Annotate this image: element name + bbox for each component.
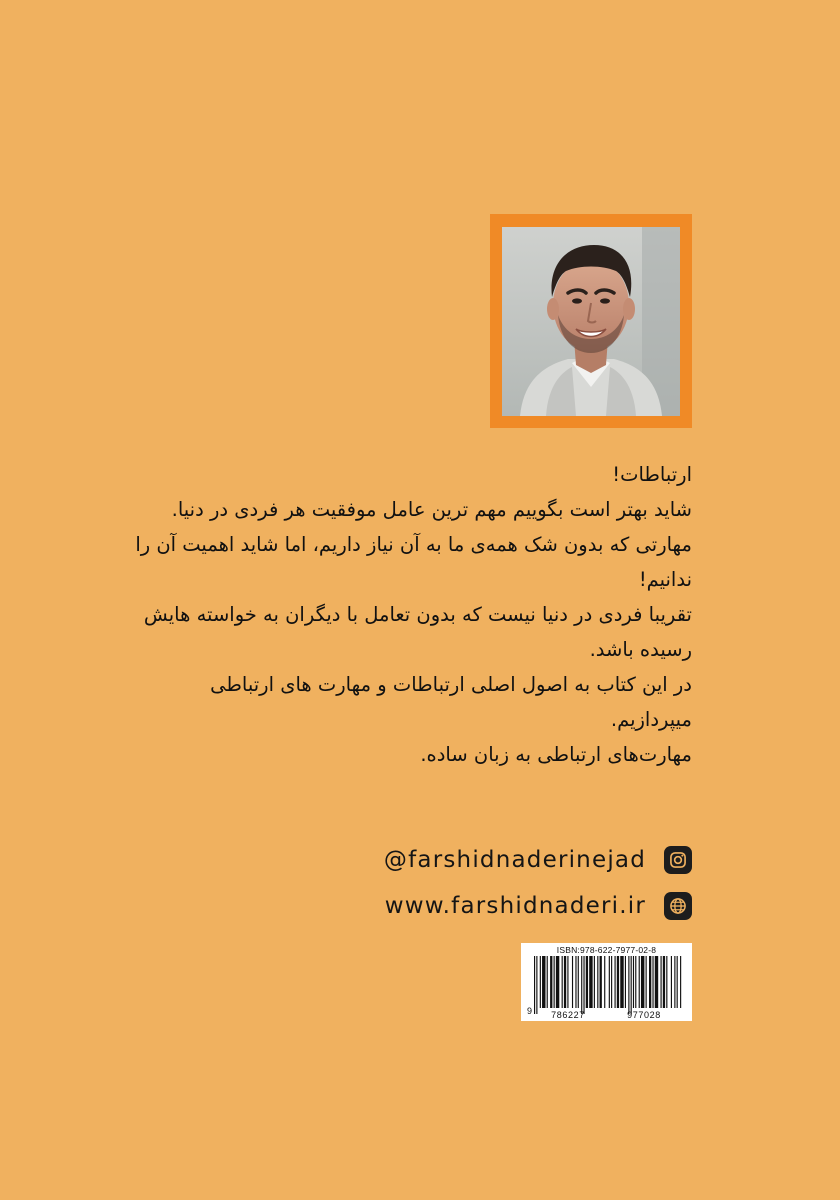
description-paragraph: تقریبا فردی در دنیا نیست که بدون تعامل با دیگران به خواسته هایش رسیده باشد. — [143, 603, 692, 661]
barcode-bar — [652, 956, 653, 1008]
barcode-bar — [628, 956, 629, 1014]
description-paragraph: مهارت‌های ارتباطی به زبان ساده. — [420, 743, 692, 766]
barcode-bar — [611, 956, 612, 1008]
globe-icon — [664, 892, 692, 920]
barcode-bar — [594, 956, 595, 1008]
barcode-bar — [646, 956, 647, 1008]
barcode-bar — [625, 956, 626, 1008]
instagram-icon — [664, 846, 692, 874]
isbn-barcode — [521, 943, 692, 1021]
barcode-bar — [597, 956, 598, 1008]
barcode-bar — [540, 956, 541, 1008]
barcode-bar — [620, 956, 623, 1008]
barcode-bar — [572, 956, 573, 1008]
barcode-bar — [641, 956, 644, 1008]
author-photo-frame — [490, 214, 692, 428]
barcode-bar — [564, 956, 566, 1008]
barcode-bar — [536, 956, 537, 1014]
barcode-bar — [567, 956, 568, 1008]
description-paragraph: در این کتاب به اصول اصلی ارتباطات و مهارت های ارتباطی میپردازیم. — [210, 673, 692, 731]
barcode-bar — [677, 956, 678, 1008]
barcode-left-digits: 786227 — [551, 1010, 585, 1019]
barcode-bar — [633, 956, 634, 1008]
barcode-bar — [663, 956, 665, 1008]
barcode-lead-digit: 9 — [527, 1006, 533, 1016]
barcode-bar — [680, 956, 681, 1008]
instagram-contact[interactable] — [384, 845, 692, 875]
barcode-bar — [674, 956, 675, 1008]
website-contact[interactable] — [385, 891, 692, 921]
barcode-bar — [534, 956, 535, 1014]
barcode-bar — [639, 956, 640, 1008]
barcode-bars — [534, 956, 681, 1014]
barcode-bar — [581, 956, 582, 1014]
barcode-bar — [609, 956, 610, 1008]
barcode-bar — [575, 956, 576, 1008]
description-paragraph: شاید بهتر است بگوییم مهم ترین عامل موفقیت هر فردی در دنیا. — [171, 498, 692, 521]
back-cover-description — [132, 457, 692, 772]
barcode-bar — [589, 956, 592, 1008]
barcode-bar — [547, 956, 548, 1008]
barcode-bar — [562, 956, 563, 1008]
barcode-bar — [600, 956, 602, 1008]
barcode-bar — [556, 956, 559, 1008]
barcode-bar — [635, 956, 636, 1008]
author-portrait-illustration — [502, 227, 680, 416]
isbn-label: ISBN:978-622-7977-02-8 — [556, 945, 657, 955]
barcode-bar — [604, 956, 605, 1008]
barcode-bar — [615, 956, 616, 1008]
barcode-bar — [661, 956, 662, 1008]
barcode-bar — [542, 956, 545, 1008]
barcode-bar — [550, 956, 552, 1008]
barcode-bar — [649, 956, 651, 1008]
barcode-bar — [671, 956, 672, 1008]
barcode-bar — [554, 956, 555, 1008]
instagram-handle[interactable]: @farshidnaderinejad — [383, 847, 646, 873]
barcode-bar — [631, 956, 632, 1014]
barcode-bar — [617, 956, 619, 1008]
barcode-graphic — [526, 956, 687, 1019]
barcode-bar — [586, 956, 588, 1008]
barcode-bar — [578, 956, 579, 1008]
barcode-bar — [655, 956, 658, 1008]
barcode-right-digits: 977028 — [627, 1010, 661, 1019]
author-photo — [502, 227, 680, 416]
barcode-bar — [666, 956, 667, 1008]
website-url[interactable]: www.farshidnaderi.ir — [384, 893, 646, 919]
description-paragraph: مهارتی که بدون شک همه‌ی ما به آن نیاز داریم، اما شاید اهمیت آن را ندانیم! — [135, 533, 692, 591]
description-heading: ارتباطات! — [612, 463, 692, 486]
barcode-bar — [583, 956, 584, 1014]
